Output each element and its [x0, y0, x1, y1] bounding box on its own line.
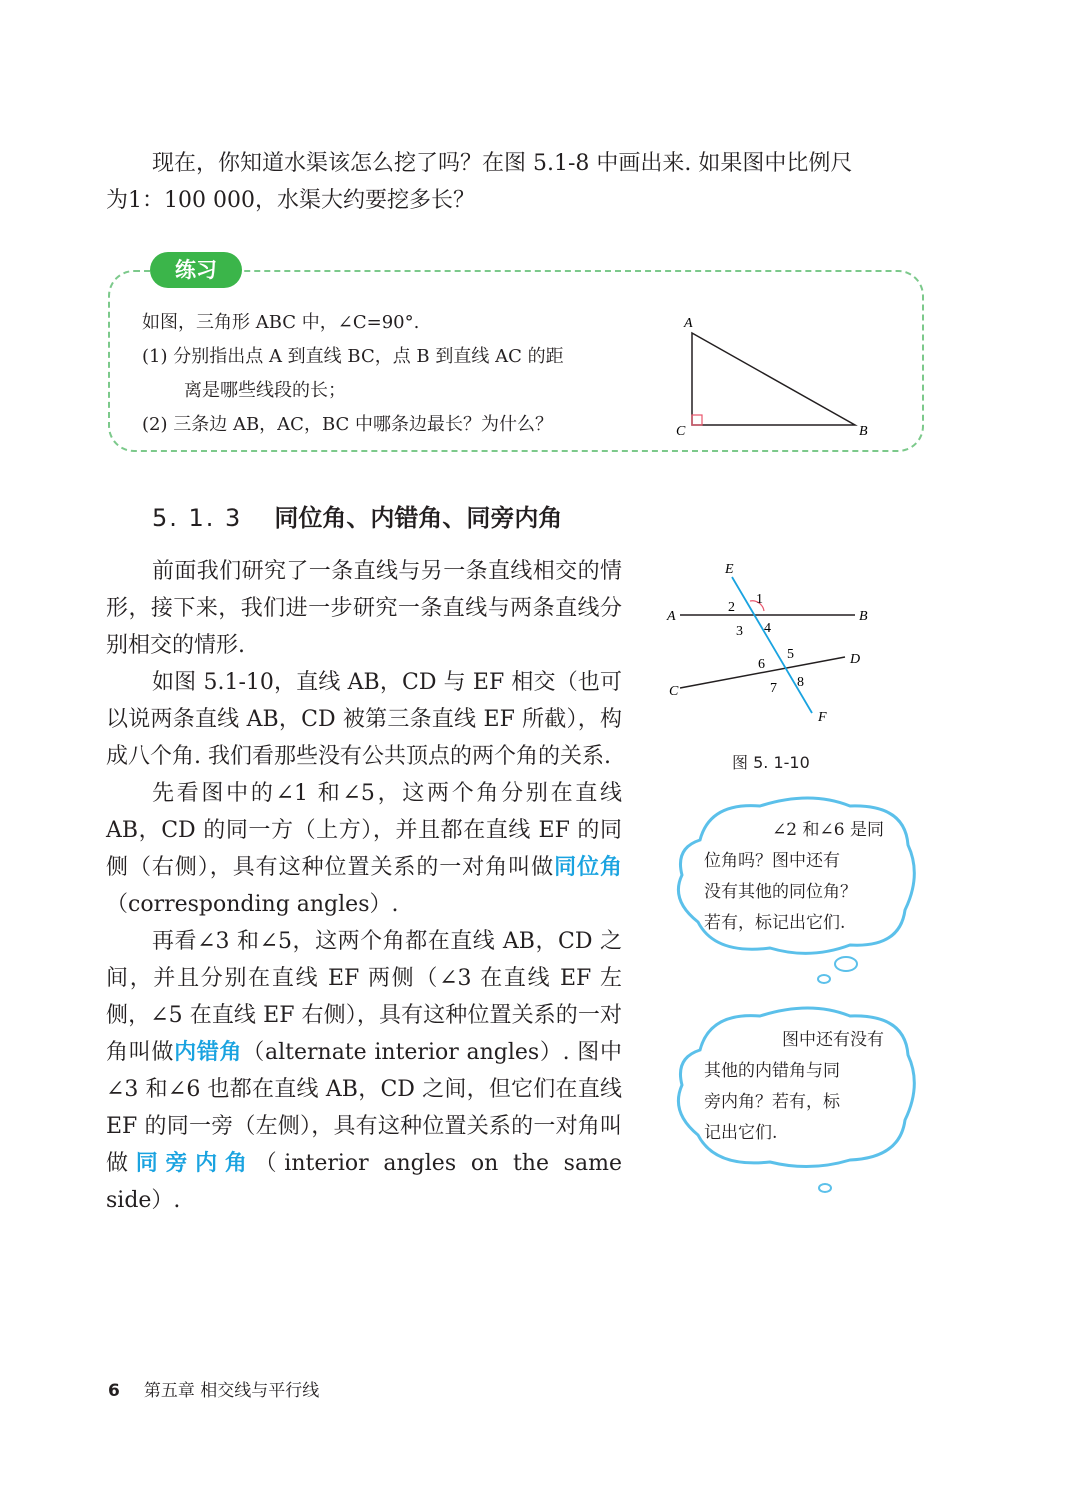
p3-english: （corresponding angles）.	[106, 892, 399, 917]
bubble-1-text	[704, 815, 884, 939]
intro-line-2: 为1：100 000，水渠大约要挖多长？	[106, 188, 475, 213]
angle-label-3: 3	[736, 624, 743, 639]
p4-text: 再看∠3 和∠5，这两个角都在直线 AB，CD 之间，并且分别在直线 EF 两侧（∠3 在直线 EF 左侧，∠5 在直线 EF 右侧），具有这种位置关系的一对角叫做	[106, 929, 622, 1065]
bubble-2-line-2: 其他的内错角与同	[704, 1061, 840, 1081]
p4-english: （interior angles on the same side）.	[106, 1151, 622, 1213]
exercise-tag: 练习	[150, 252, 242, 288]
angle-label-2: 2	[728, 600, 735, 615]
term-corresponding-angles: 同位角	[554, 855, 622, 880]
page-number: 6	[108, 1381, 120, 1401]
intersecting-lines-figure	[660, 555, 890, 730]
fig-label-c: C	[669, 684, 679, 699]
section-heading	[152, 498, 562, 533]
angle-label-7: 7	[770, 681, 777, 696]
exercise-line-2: (1) 分别指出点 A 到直线 BC，点 B 到直线 AC 的距	[142, 346, 564, 367]
exercise-line-4: (2) 三条边 AB，AC，BC 中哪条边最长？为什么？	[142, 414, 553, 435]
triangle-label-a: A	[684, 316, 693, 331]
bubble-1-line-4: 若有，标记出它们.	[704, 913, 846, 933]
intro-paragraph	[106, 145, 926, 219]
fig-label-f: F	[818, 710, 827, 725]
right-angle-mark	[692, 415, 702, 425]
fig-label-b: B	[859, 609, 868, 624]
body-paragraph-4	[106, 923, 622, 1219]
triangle-figure	[660, 305, 890, 445]
figure-caption: 图 5. 1-10	[732, 753, 810, 772]
bubble-2-dot	[819, 1184, 831, 1192]
bubble-2-line-4: 记出它们.	[704, 1123, 778, 1143]
main-body	[106, 553, 622, 1219]
bubble-2-line-3: 旁内角？若有，标	[704, 1092, 840, 1112]
triangle-label-b: B	[859, 424, 868, 439]
fig-label-e: E	[725, 562, 734, 577]
intro-line-1: 现在，你知道水渠该怎么挖了吗？在图 5.1-8 中画出来. 如果图中比例尺	[152, 151, 853, 176]
angle-label-4: 4	[764, 621, 771, 636]
section-title: 同位角、内错角、同旁内角	[274, 504, 563, 532]
body-paragraph-1: 前面我们研究了一条直线与另一条直线相交的情形，接下来，我们进一步研究一条直线与两条直线分别相交的情形.	[106, 559, 622, 658]
angle-label-1: 1	[756, 592, 763, 607]
angle-label-8: 8	[797, 675, 804, 690]
page-footer	[108, 1376, 319, 1401]
bubble-1-line-2: 位角吗？图中还有	[704, 851, 840, 871]
term-alternate-interior-angles: 内错角	[174, 1040, 243, 1065]
bubble-1-line-3: 没有其他的同位角？	[704, 882, 857, 902]
term-interior-angles-same-side: 同旁内角	[135, 1151, 255, 1176]
triangle-label-c: C	[676, 424, 686, 439]
chapter-title: 第五章 相交线与平行线	[143, 1381, 320, 1401]
bubble-2-line-1: 图中还有没有	[782, 1030, 884, 1050]
bubble-dot-small	[818, 975, 830, 983]
exercise-text	[142, 306, 642, 442]
angle-label-6: 6	[758, 657, 765, 672]
p4-text-mid: （alternate interior angles）. 图中∠3 和∠6 也都在直线 AB，CD 之间，但它们在直线 EF 的同一旁（左侧），具有这种位置关系的一对角叫做	[106, 1040, 622, 1176]
exercise-line-1: 如图，三角形 ABC 中，∠C=90°.	[142, 312, 420, 333]
fig-label-d: D	[850, 652, 861, 667]
bubble-1-line-1: ∠2 和∠6 是同	[772, 820, 884, 840]
fig-label-a: A	[667, 609, 676, 624]
p3-text: 先看图中的∠1 和∠5，这两个角分别在直线 AB，CD 的同一方（上方），并且都在直线 EF 的同侧（右侧），具有这种位置关系的一对角叫做	[106, 781, 622, 880]
exercise-line-3: 离是哪些线段的长；	[184, 380, 346, 401]
body-paragraph-3	[106, 775, 622, 923]
angle-label-5: 5	[787, 647, 794, 662]
body-paragraph-2: 如图 5.1-10，直线 AB，CD 与 EF 相交（也可以说两条直线 AB，CD 被第三条直线 EF 所截），构成八个角. 我们看那些没有公共顶点的两个角的关系.	[106, 670, 622, 769]
bubble-dot-large	[835, 957, 857, 971]
section-number: 5. 1. 3	[152, 504, 243, 532]
bubble-2-text	[704, 1025, 884, 1149]
